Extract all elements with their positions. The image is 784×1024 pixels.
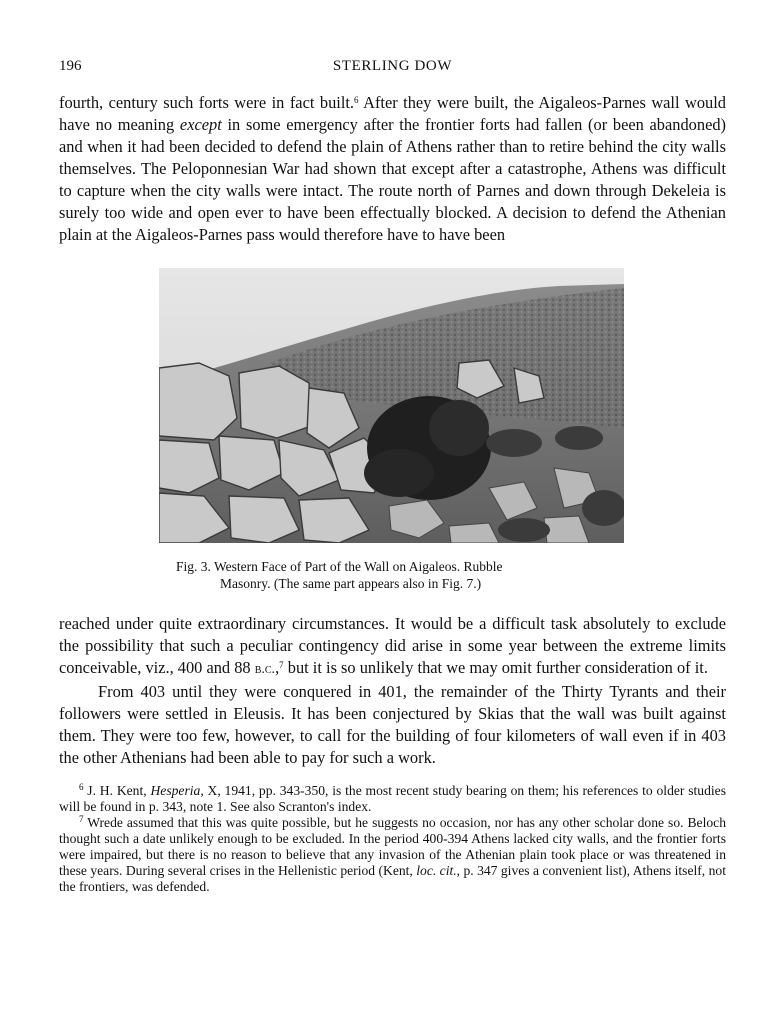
page-header bbox=[59, 58, 726, 82]
footnote-7: $^7$ Wrede assumed that this was quite possible, but he suggests no occasion, nor has any other scholar done so. Beloch thought such a date unlikely enough to be excluded. In the period 400-394 Athens lacked city walls, and the frontier forts were impaired, but there is no reason to believe that any invasion of the Athenian plain took place or was threatened in these years. During several crises in the Hellenistic period (Kent, loc. cit., p. 347 gives a convenient list), Athens itself, not the frontiers, was defended. bbox=[59, 814, 726, 894]
caption-line-1: Fig. 3. Western Face of Part of the Wall on Aigaleos. Rubble bbox=[176, 559, 503, 574]
footnote-ref-6[interactable]: 6 bbox=[354, 95, 359, 105]
page-number: 196 bbox=[59, 58, 82, 74]
footnote-6: $^6$ J. H. Kent, Hesperia, X, 1941, pp. 343-350, is the most recent study bearing on them; his references to older studies will be found in p. 343, note 1. See also Scranton's index. bbox=[59, 782, 726, 814]
footnotes bbox=[59, 783, 726, 895]
page bbox=[59, 58, 726, 895]
running-head: STERLING DOW bbox=[332, 58, 453, 74]
paragraph-2: reached under quite extraordinary circumstances. It would be a difficult task absolutely to exclude the possibility that such a peculiar contingency did arise in some year between the extreme limits conceivable, viz., 400 and 88 b.c.,$^7$ but it is so unlikely that we may omit further consideration of it. bbox=[59, 614, 726, 677]
figure-3 bbox=[159, 268, 624, 592]
figure-caption bbox=[159, 558, 624, 592]
footnote-ref-7[interactable]: 7 bbox=[279, 660, 284, 670]
paragraph-1: fourth, century such forts were in fact built.$^6$ After they were built, the Aigaleos-Parnes wall would have no meaning except in some emergency after the frontier forts had fallen (or been abandoned) and when it had been decided to defend the plain of Athens rather than to retire behind the city walls themselves. The Peloponnesian War had shown that except after a catastrophe, Athens was difficult to capture when the city walls were intact. The route north of Parnes and down through Dekeleia is surely too wide and open ever to have been effectually blocked. A decision to defend the Athenian plain at the Aigaleos-Parnes pass would therefore have to have been bbox=[59, 93, 726, 244]
landscape-photo bbox=[159, 268, 624, 543]
caption-line-2: Masonry. (The same part appears also in Fig. 7.) bbox=[220, 576, 482, 591]
paragraph-3: From 403 until they were conquered in 401, the remainder of the Thirty Tyrants and their followers were settled in Eleusis. It has been conjectured by Skias that the wall was built against them. They were too few, however, to call for the building of four kilometers of wall even if in 403 the other Athenians had been able to pay for such a work. bbox=[59, 682, 726, 767]
body-text bbox=[59, 92, 726, 769]
